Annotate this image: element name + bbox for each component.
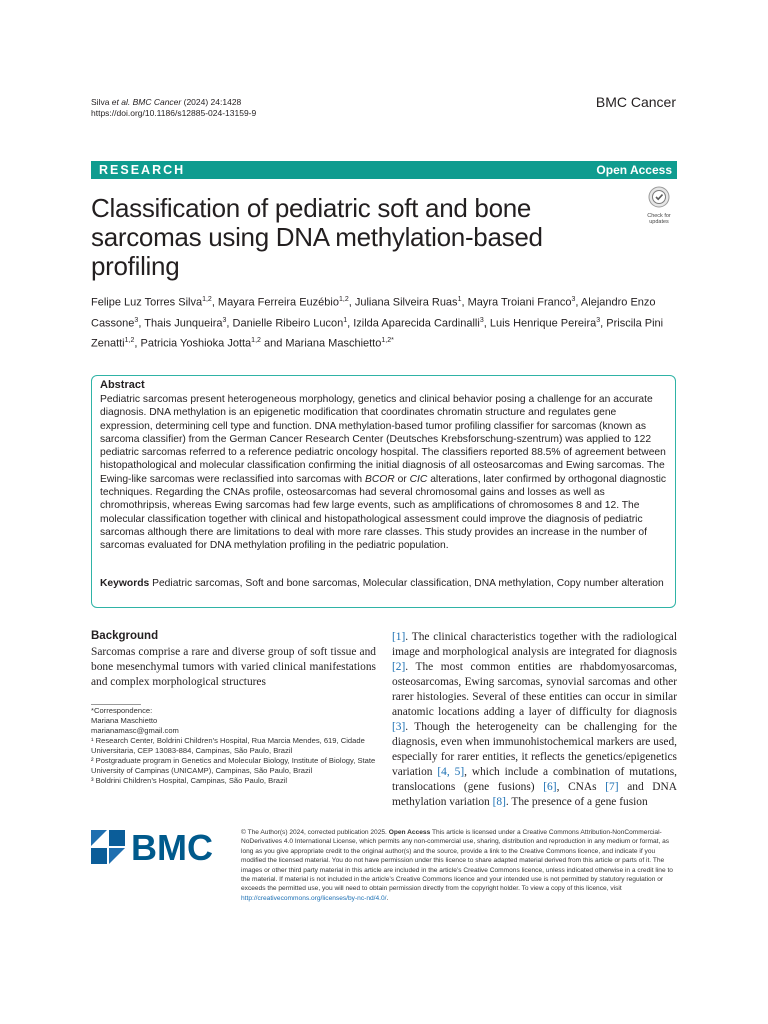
section-heading-background: Background (91, 630, 159, 642)
citation-reference-link[interactable]: [4, 5] (437, 766, 465, 778)
citation-reference-link[interactable]: [7] (605, 781, 619, 793)
footnotes (91, 706, 376, 786)
open-access-label: Open Access (596, 163, 672, 177)
gene-name: CIC (409, 473, 428, 485)
body-text-segment: , CNAs (556, 781, 606, 793)
citation-reference-link[interactable]: [3] (392, 721, 406, 733)
author-affiliation: 1,2* (381, 337, 394, 345)
affiliation-1: ¹ Research Center, Boldrini Children’s Hospital, Rua Marcia Mendes, 619, Cidade Universitaria, CEP 13083-884, Campinas, São Paulo, Brazil (91, 736, 365, 755)
abstract-heading: Abstract (100, 379, 145, 391)
author-name[interactable]: , Danielle Ribeiro Lucon (226, 317, 344, 330)
affiliation-2: ² Postgraduate program in Genetics and Molecular Biology, Institute of Biology, State University of Campinas (UNICAMP), Campinas, São Paulo, Brazil (91, 756, 376, 775)
license-text (241, 828, 677, 903)
keywords-text: Pediatric sarcomas, Soft and bone sarcomas, Molecular classification, DNA methylation, Copy number alteration (149, 578, 664, 589)
abstract-text-part: or (394, 473, 410, 485)
body-text-column-1: Sarcomas comprise a rare and diverse group of soft tissue and bone mesenchymal tumors with varied clinical manifestations and complex morphological structures (91, 646, 376, 688)
author-name[interactable]: Felipe Luz Torres Silva (91, 296, 203, 309)
citation-volume: (2024) 24:1428 (181, 97, 242, 107)
author-affiliation: 3 (596, 316, 601, 324)
check-for-updates-button[interactable] (641, 186, 677, 225)
affiliation-3: ³ Boldrini Children’s Hospital, Campinas, São Paulo, Brazil (91, 776, 288, 785)
citation-reference-link[interactable]: [6] (543, 781, 557, 793)
license-end: . (386, 894, 389, 902)
correspondence-email[interactable]: marianamasc@gmail.com (91, 726, 179, 735)
license-open-access: Open Access (388, 829, 431, 836)
correspondence-label: *Correspondence: (91, 706, 153, 715)
author-affiliation: 1 (457, 296, 462, 303)
body-text-column-2 (392, 630, 677, 810)
bmc-logo-mark-icon (91, 826, 226, 866)
citation-reference-link[interactable]: [8] (492, 796, 506, 808)
keywords-label: Keywords (100, 578, 150, 589)
check-updates-line2: updates (649, 219, 669, 225)
check-updates-icon (647, 186, 671, 208)
author-name[interactable]: , Juliana Silveira Ruas (348, 296, 458, 309)
abstract-text-part: alterations, later confirmed by orthogonal diagnostic techniques. Regarding the CNAs profile, osteosarcomas had several chromosomal gains and losses as well as chromothripsis, whereas Ewing sarcomas had few large events, such as amplifications of chromosomes 8 and 12. The molecular classification together with clinical and histopathological assessment could improve the diagnosis of pediatric sarcomas although there are limitations to deal with more rare classes. This study provides an increase in the number of sarcomas evaluated for DNA methylation profiling in the pediatric population. (100, 473, 667, 552)
check-updates-line1: Check for (647, 213, 671, 219)
author-name[interactable]: , Priscila Pini Zenatti (91, 317, 664, 350)
body-text-segment: , which include a combination of mutations, translocations (gene fusions) (392, 766, 677, 793)
author-affiliation: 3 (479, 316, 484, 324)
author-affiliation: 3 (222, 316, 227, 324)
citation-authors: Silva (91, 97, 112, 107)
keywords (100, 577, 666, 590)
journal-name: BMC Cancer (595, 94, 676, 110)
body-text-segment: . Though the heterogeneity can be challenging for the diagnosis, even when immunohistochemical markers are used, especially for rarer entities, it reflects the genetics/epigenetics variation (392, 721, 677, 778)
author-name[interactable]: , Izilda Aparecida Cardinalli (347, 317, 480, 330)
correspondence-name: Mariana Maschietto (91, 716, 158, 725)
author-name[interactable]: , Luis Henrique Pereira (483, 317, 597, 330)
article-title: Classification of pediatric soft and bone sarcomas using DNA methylation-based profiling (91, 193, 543, 281)
author-name[interactable]: , Mayra Troiani Franco (461, 296, 572, 309)
citation-journal: et al. BMC Cancer (111, 97, 182, 107)
author-affiliation: 1,2 (338, 296, 349, 303)
citation-reference-link[interactable]: [1] (392, 631, 406, 643)
author-name[interactable]: , Alejandro Enzo Cassone (91, 296, 656, 330)
bmc-logo-text: BMC (131, 827, 213, 866)
doi-link[interactable]: https://doi.org/10.1186/s12885-024-13159-9 (91, 108, 257, 118)
bmc-logo (91, 826, 226, 866)
author-affiliation: 1 (343, 316, 348, 324)
author-list (91, 291, 677, 353)
author-affiliation: 1,2 (251, 337, 261, 345)
body-text-segment: and DNA methylation variation (392, 781, 677, 808)
abstract-text-part: Pediatric sarcomas present heterogeneous morphology, genetics and clinical behavior posing a challenge for an accurate diagnosis. DNA methylation is an epigenetic modification that coordinates chromatin structure and regulates gene expression, determining cell type and function. DNA methylation-based tumor profiling classifier for sarcomas (known as sarcoma classifier) from the German Cancer Research Center (Deutsches Krebsforschung-szentrum) was applied to 122 pediatric sarcomas referred to a reference pediatric oncology hospital. The classifiers reported 88.5% of agreement between histopathological and molecular classification confirming the initial diagnosis of all osteosarcomas and Ewing sarcomas. The Ewing-like sarcomas were reclassified into sarcomas with (100, 394, 666, 485)
body-text-segment: . The clinical characteristics together with the radiological image and morphological analysis are integrated for diagnosis (392, 631, 677, 658)
author-name[interactable]: , Patricia Yoshioka Jotta (134, 337, 252, 350)
body-text-segment: . The most common entities are rhabdomyosarcomas, osteosarcomas, Ewing sarcomas, synovial sarcomas and other rarer histologies. Several of these entities can occur in similar anatomic locations adding a layer of difficulty for diagnosis (392, 661, 677, 718)
license-copyright: © The Author(s) 2024, corrected publication 2025. (241, 829, 389, 836)
author-name[interactable]: and Mariana Maschietto (260, 337, 382, 350)
author-affiliation: 1,2 (202, 296, 212, 303)
body-text-segment: . The presence of a gene fusion (505, 796, 648, 808)
citation-header (91, 97, 256, 119)
author-name[interactable]: , Mayara Ferreira Euzébio (211, 296, 339, 309)
abstract-text (100, 393, 666, 553)
citation-reference-link[interactable]: [2] (392, 661, 406, 673)
author-affiliation: 3 (134, 316, 139, 324)
author-affiliation: 3 (571, 296, 576, 303)
author-name[interactable]: , Thais Junqueira (138, 317, 223, 330)
author-affiliation: 1,2 (124, 337, 135, 345)
gene-name: BCOR (364, 473, 395, 485)
license-link[interactable]: http://creativecommons.org/licenses/by-nc-nd/4.0/ (241, 894, 387, 902)
footnote-divider (91, 704, 141, 705)
article-type-label: RESEARCH (99, 163, 186, 177)
license-body: This article is licensed under a Creative Commons Attribution-NonCommercial-NoDerivatives 4.0 International License, which permits any non-commercial use, sharing, distribution and reproduction in any medium or format, as long as you give appropriate credit to the original author(s) and the source, provide a link to the Creative Commons licence, and indicate if you modified the licensed material. You do not have permission under this licence to share adapted material derived from this article or parts of it. The images or other third party material in this article are included in the article’s Creative Commons licence, unless indicated otherwise in a credit line to the material. If material is not included in the article’s Creative Commons licence and your intended use is not permitted by statutory regulation or exceeds the permitted use, you will need to obtain permission directly from the copyright holder. To view a copy of this licence, visit (241, 829, 673, 893)
